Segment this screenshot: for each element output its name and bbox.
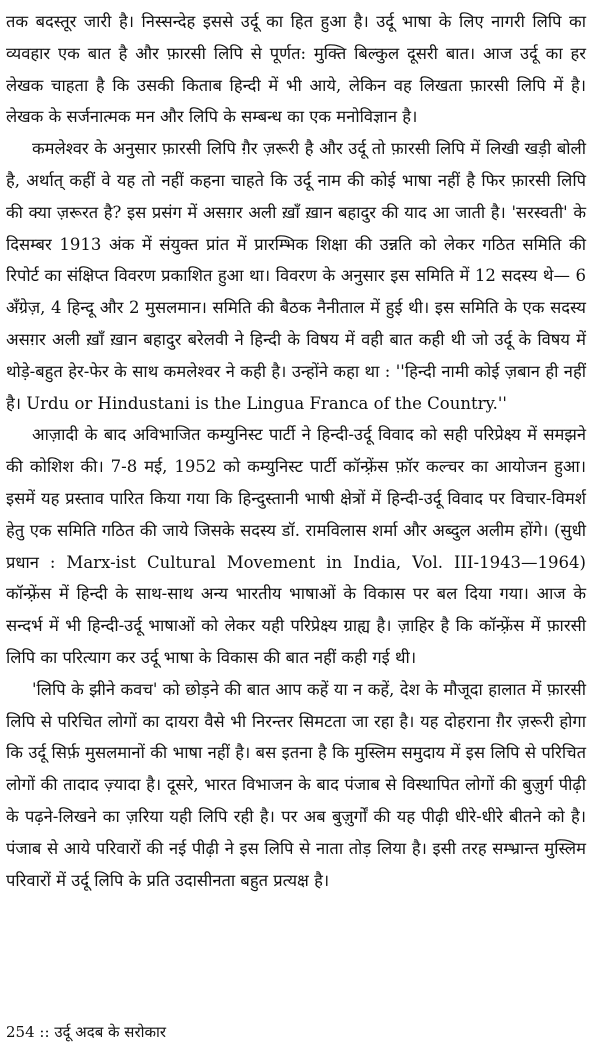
- paragraph-script-cover: 'लिपि के झीने कवच' को छोड़ने की बात आप कहें या न कहें, देश के मौजूदा हालात में फ़ारसी लिपि से परिचित लोगों का दायरा वैसे भी निरन्तर सिमटता जा रहा है। यह दोहराना ग़ैर ज़रूरी होगा कि उर्दू सिर्फ़ मुसलमानों की भाषा नहीं है। बस इतना है कि मुस्लिम समुदाय में इस लिपि से परिचित लोगों की तादाद ज़्यादा है। दूसरे, भारत विभाजन के बाद पंजाब से विस्थापित लोगों की बुज़ुर्ग पीढ़ी के पढ़ने-लिखने का ज़रिया यही लिपि रही है। पर अब बुज़ुर्गों की यह पीढ़ी धीरे-धीरे बीतने को है। पंजाब से आये परिवारों की नई पीढ़ी ने इस लिपि से नाता तोड़ लिया है। इसी तरह सम्भ्रान्त मुस्लिम परिवारों में उर्दू लिपि के प्रति उदासीनता बहुत प्रत्यक्ष है।: [6, 679, 586, 890]
- book-title: उर्दू अदब के सरोकार: [54, 1023, 167, 1041]
- page-body: [6, 6, 586, 896]
- paragraph-kamleshwar: कमलेश्वर के अनुसार फ़ारसी लिपि ग़ैर ज़रूरी है और उर्दू तो फ़ारसी लिपि में लिखी खड़ी बोली है, अर्थात् कहीं वे यह तो नहीं कहना चाहते कि उर्दू नाम की कोई भाषा नहीं है फिर फ़ारसी लिपि की क्या ज़रूरत है? इस प्रसंग में असग़र अली ख़ाँ ख़ान बहादुर की याद आ जाती है। 'सरस्वती' के दिसम्बर 1913 अंक में संयुक्त प्रांत में प्रारम्भिक शिक्षा की उन्नति को लेकर गठित समिति की रिपोर्ट का संक्षिप्त विवरण प्रकाशित हुआ था। विवरण के अनुसार इस समिति में 12 सदस्य थे— 6 अँग्रेज़, 4 हिन्दू और 2 मुसलमान। समिति की बैठक नैनीताल में हुई थी। इस समिति के एक सदस्य असग़र अली ख़ाँ ख़ान बहादुर बरेलवी ने हिन्दी के विषय में वही बात कही थी जो उर्दू के विषय में थोड़े-बहुत हेर-फेर के साथ कमलेश्वर ने कही है। उन्होंने कहा था : ''हिन्दी नामी कोई ज़बान ही नहीं है। Urdu or Hindustani is the Lingua Franca of the Country.'': [6, 139, 586, 413]
- footer-separator: ::: [39, 1023, 50, 1041]
- paragraph-communist-party: आज़ादी के बाद अविभाजित कम्युनिस्ट पार्टी ने हिन्दी-उर्दू विवाद को सही परिप्रेक्ष्य में समझने की कोशिश की। 7-8 मई, 1952 को कम्युनिस्ट पार्टी कॉन्फ़्रेंस फ़ॉर कल्चर का आयोजन हुआ। इसमें यह प्रस्ताव पारित किया गया कि हिन्दुस्तानी भाषी क्षेत्रों में हिन्दी-उर्दू विवाद पर विचार-विमर्श हेतु एक समिति गठित की जाये जिसके सदस्य डॉ. रामविलास शर्मा और अब्दुल अलीम होंगे। (सुधी प्रधान : Marx-ist Cultural Movement in India, Vol. III-1943—1964) कॉन्फ़्रेंस में हिन्दी के साथ-साथ अन्य भारतीय भाषाओं के विकास पर बल दिया गया। आज के सन्दर्भ में भी हिन्दी-उर्दू भाषाओं को लेकर यही परिप्रेक्ष्य ग्राह्य है। ज़ाहिर है कि कॉन्फ़्रेंस में फ़ारसी लिपि का परित्याग कर उर्दू भाषा के विकास की बात नहीं कही गई थी।: [6, 425, 586, 667]
- paragraph-continuation: तक बदस्तूर जारी है। निस्सन्देह इससे उर्दू का हित हुआ है। उर्दू भाषा के लिए नागरी लिपि का व्यवहार एक बात है और फ़ारसी लिपि से पूर्णत: मुक्ति बिल्कुल दूसरी बात। आज उर्दू का हर लेखक चाहता है कि उसकी किताब हिन्दी में भी आये, लेकिन वह लिखता फ़ारसी लिपि में है। लेखक के सर्जनात्मक मन और लिपि के सम्बन्ध का एक मनोविज्ञान है।: [6, 12, 586, 127]
- page-number: 254: [6, 1023, 35, 1041]
- page-footer: [6, 1022, 166, 1042]
